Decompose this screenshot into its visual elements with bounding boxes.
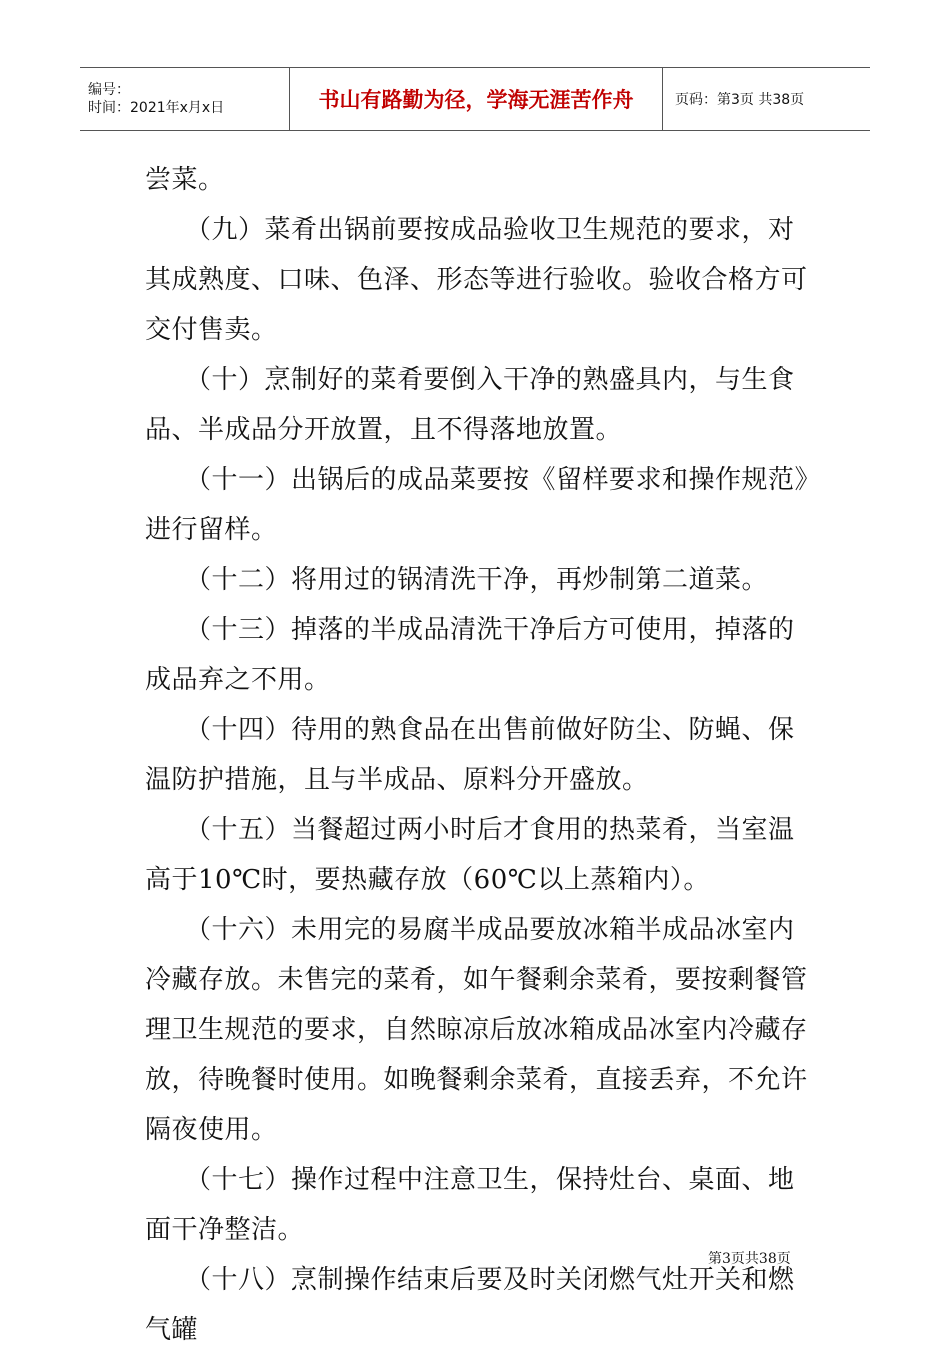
- doc-number-label: 编号：: [88, 82, 130, 98]
- page-footer: [708, 1248, 791, 1268]
- paragraph: （十）烹制好的菜肴要倒入干净的熟盛具内，与生食品、半成品分开放置，且不得落地放置。: [145, 365, 795, 445]
- page-info-text: 页码：第3页 共38页: [675, 92, 805, 108]
- date-line: 时间：2021年x月x日: [88, 100, 225, 116]
- header-motto: [290, 68, 663, 130]
- document-body: [145, 155, 810, 1355]
- paragraph: （十七）操作过程中注意卫生，保持灶台、桌面、地面干净整洁。: [145, 1165, 795, 1245]
- paragraph: 尝菜。: [145, 165, 225, 195]
- motto-text: 书山有路勤为径，学海无涯苦作舟: [318, 88, 634, 112]
- header-page-info: [663, 68, 870, 130]
- paragraph: （十五）当餐超过两小时后才食用的热菜肴，当室温高于10℃时，要热藏存放（60℃以上蒸箱内）。: [145, 815, 795, 895]
- paragraph: （十八）烹制操作结束后要及时关闭燃气灶开关和燃气罐: [145, 1265, 795, 1345]
- paragraph: （十二）将用过的锅清洗干净，再炒制第二道菜。: [185, 565, 769, 595]
- paragraph: （十四）待用的熟食品在出售前做好防尘、防蝇、保温防护措施，且与半成品、原料分开盛放。: [145, 715, 795, 795]
- paragraph: （十六）未用完的易腐半成品要放冰箱半成品冰室内冷藏存放。未售完的菜肴，如午餐剩余菜肴，要按剩餐管理卫生规范的要求，自然晾凉后放冰箱成品冰室内冷藏存放，待晚餐时使用。如晚餐剩余菜肴，直接丢弃，不允许隔夜使用。: [145, 915, 808, 1145]
- paragraph: （九）菜肴出锅前要按成品验收卫生规范的要求，对其成熟度、口味、色泽、形态等进行验收。验收合格方可交付售卖。: [145, 215, 808, 345]
- page-header: [80, 67, 870, 131]
- header-meta: [80, 68, 290, 130]
- footer-page-label: 第3页共38页: [708, 1251, 791, 1267]
- paragraph: （十一）出锅后的成品菜要按《留样要求和操作规范》进行留样。: [145, 465, 809, 545]
- paragraph: （十三）掉落的半成品清洗干净后方可使用，掉落的成品弃之不用。: [145, 615, 795, 695]
